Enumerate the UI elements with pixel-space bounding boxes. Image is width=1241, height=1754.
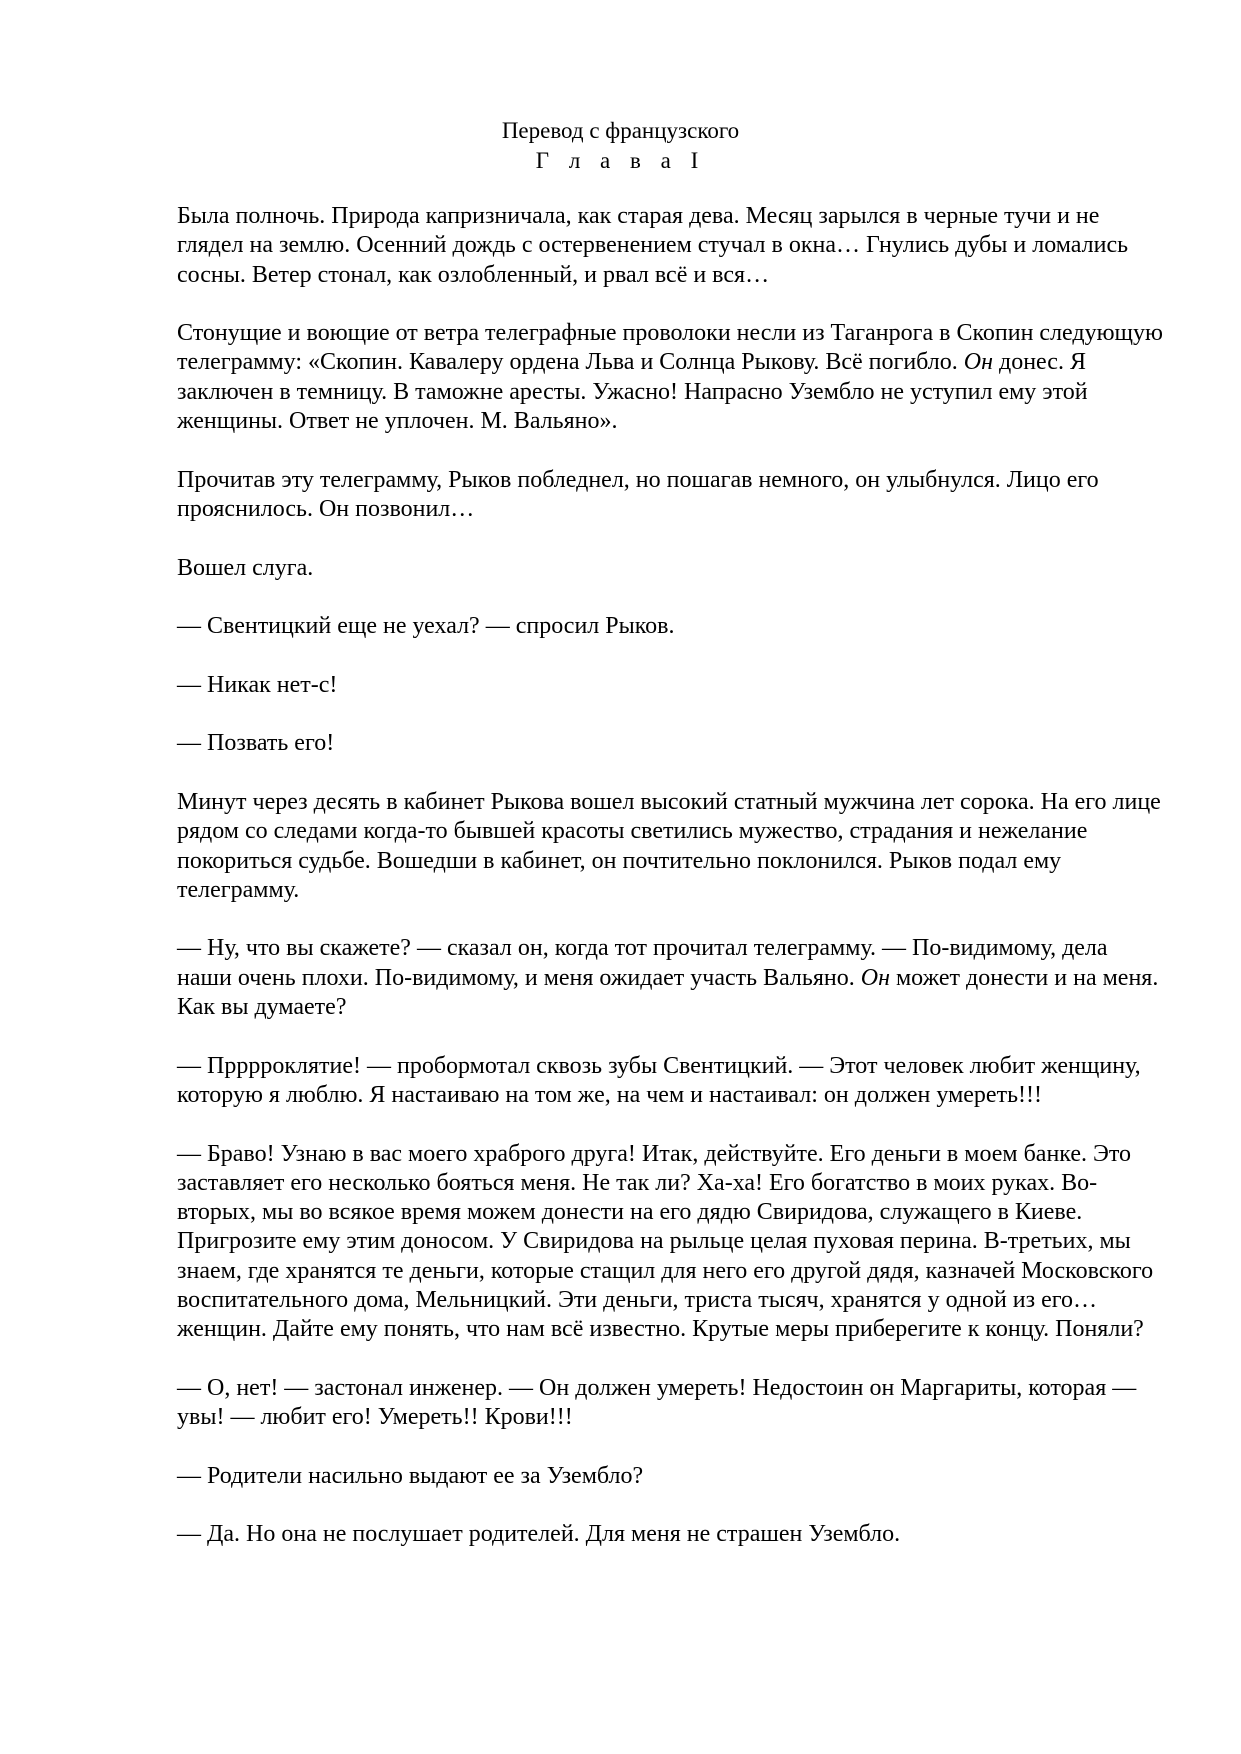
- document-subtitle: Перевод с французского: [501, 118, 740, 143]
- chapter-heading: Г л а в а I: [535, 148, 706, 173]
- paragraph: — Свентицкий еще не уехал? — спросил Рыков.: [177, 613, 675, 640]
- paragraph: — Прррроклятие! — пробормотал сквозь зубы Свентицкий. — Этот человек любит женщину, которую я люблю. Я настаиваю на том же, на чем и настаивал: он должен умереть!!!: [177, 1052, 1141, 1108]
- paragraph: — Никак нет-с!: [177, 671, 338, 698]
- paragraph: Вошел слуга.: [177, 554, 314, 581]
- body-text: [177, 202, 1167, 1579]
- paragraph: Минут через десять в кабинет Рыкова вошел высокий статный мужчина лет сорока. На его лице рядом со следами когда-то бывшей красоты светились мужество, страдания и нежелание покориться судьбе. Вошедши в кабинет, он почтительно поклонился. Рыков подал ему телеграмму.: [177, 788, 1161, 903]
- paragraph: — О, нет! — застонал инженер. — Он должен умереть! Недостоин он Маргариты, которая — увы! — любит его! Умереть!! Крови!!!: [177, 1374, 1137, 1431]
- paragraph: — Браво! Узнаю в вас моего храброго друга! Итак, действуйте. Его деньги в моем банке. Это заставляет его несколько бояться меня. Не так ли? Ха-ха! Его богатство в моих руках. Во-вторых, мы во всякое время можем донести на его дядю Свиридова, служащего в Киеве. Пригрозите ему этим доносом. У Свиридова на рыльце целая пуховая перина. В-третьих, мы знаем, где хранятся те деньги, которые стащил для него его другой дядя, казначей Московского воспитательного дома, Мельницкий. Эти деньги, триста тысяч, хранятся у одной из его… женщин. Дайте ему понять, что нам всё известно. Крутые меры приберегите к концу. Поняли?: [177, 1140, 1154, 1343]
- paragraph: — Позвать его!: [177, 730, 335, 757]
- paragraph: — Родители насильно выдают ее за Узембло?: [177, 1462, 644, 1489]
- emphasis: Он: [963, 349, 993, 376]
- paragraph: — Ну, что вы скажете? — сказал он, когда тот прочитал телеграмму. — По-видимому, дела наши очень плохи. По-видимому, и меня ожидает участь Вальяно. Он может донести и на меня. Как вы думаете?: [177, 935, 1159, 1021]
- paragraph: Прочитав эту телеграмму, Рыков побледнел, но пошагав немного, он улыбнулся. Лицо его прояснилось. Он позвонил…: [177, 466, 1099, 522]
- paragraph: Была полночь. Природа капризничала, как старая дева. Месяц зарылся в черные тучи и не глядел на землю. Осенний дождь с остервенением стучал в окна… Гнулись дубы и ломались сосны. Ветер стонал, как озлобленный, и рвал всё и вся…: [177, 203, 1129, 288]
- paragraph: Стонущие и воющие от ветра телеграфные проволоки несли из Таганрога в Скопин следующую телеграмму: «Скопин. Кавалеру ордена Льва и Солнца Рыкову. Всё погибло. Он донес. Я заключен в темницу. В таможне аресты. Ужасно! Напрасно Узембло не уступил ему этой женщины. Ответ не уплочен. М. Вальяно».: [177, 320, 1163, 435]
- emphasis: Он: [860, 964, 890, 991]
- paragraph: — Да. Но она не послушает родителей. Для меня не страшен Узембло.: [177, 1521, 901, 1548]
